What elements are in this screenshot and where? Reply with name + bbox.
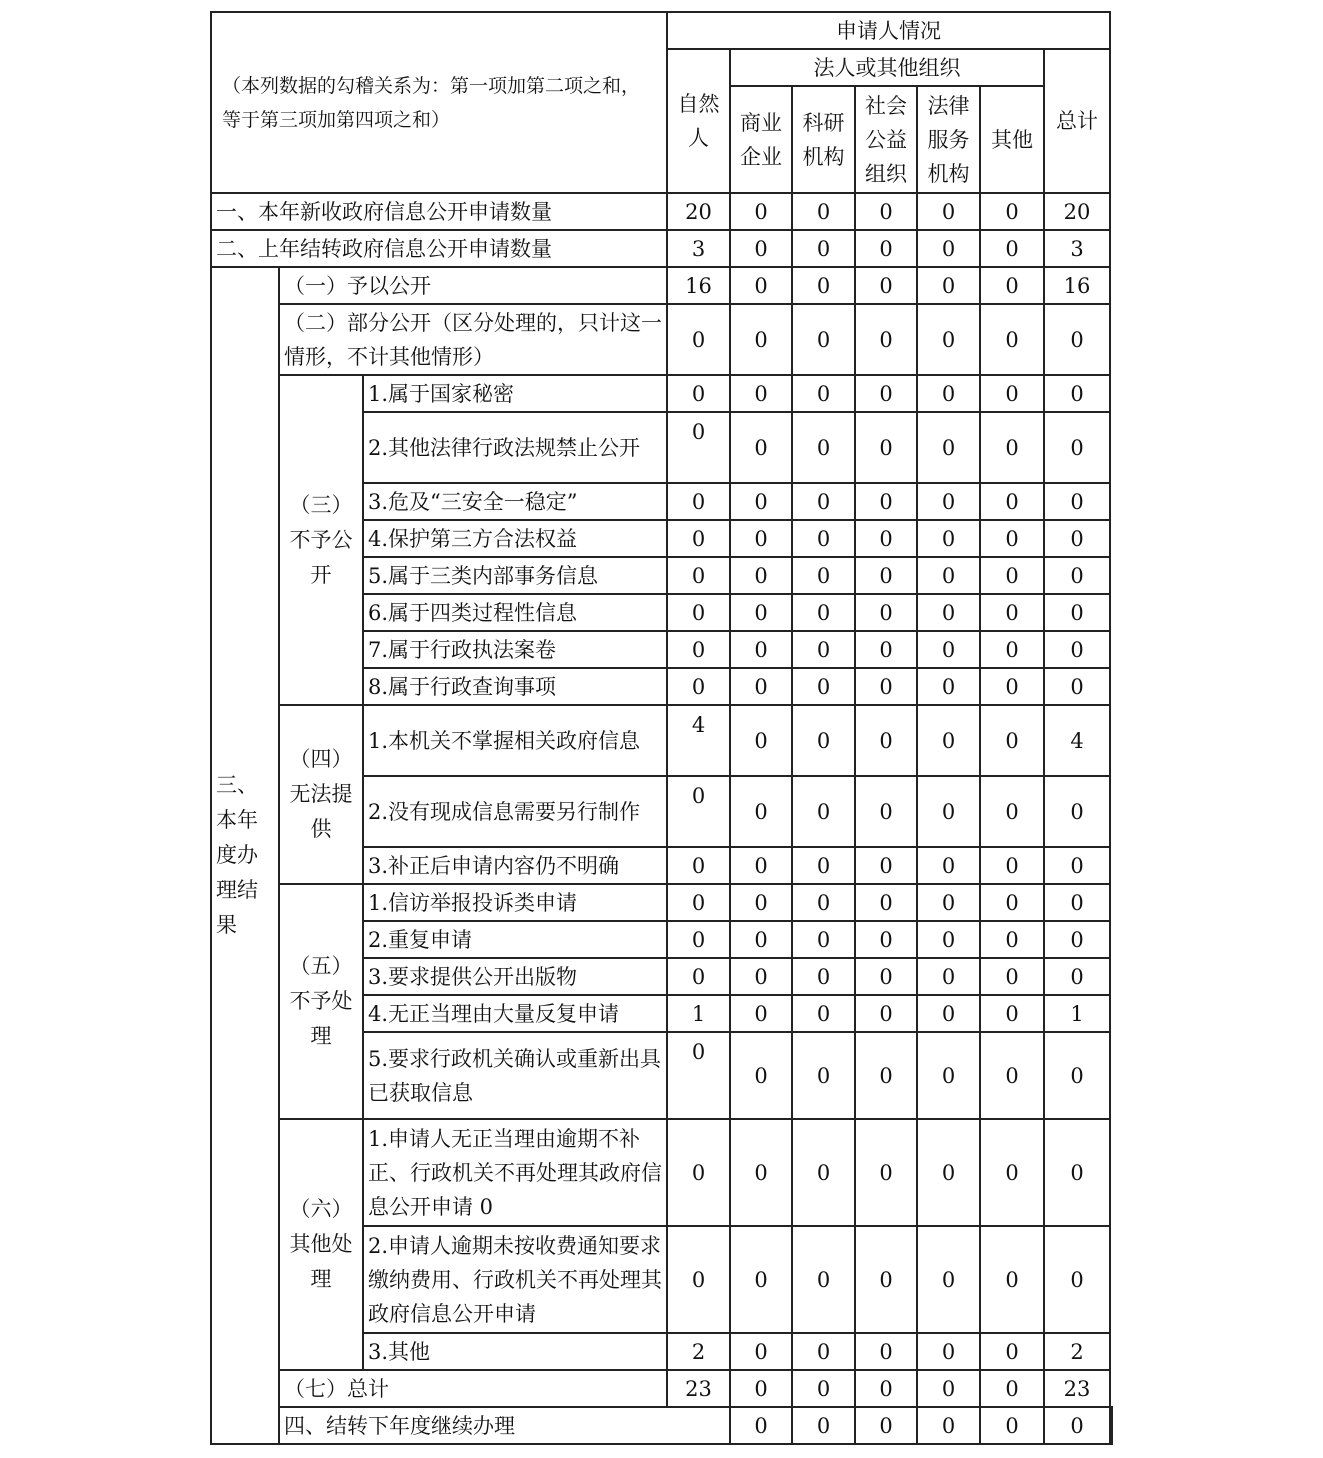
- header-natural-person: 自然人: [667, 49, 730, 193]
- subsection-5-label: （五）不予处理: [279, 884, 363, 1119]
- cell-natural: 2: [667, 1333, 730, 1370]
- cell-business: 0: [730, 375, 792, 412]
- cell-research: 0: [792, 921, 855, 958]
- cell-social: 0: [855, 375, 917, 412]
- cell-research: 0: [792, 520, 855, 557]
- cell-business: 0: [730, 847, 792, 884]
- cell-legal: 0: [917, 557, 980, 594]
- table-row: [211, 1370, 1112, 1407]
- cell-research: 0: [792, 304, 855, 375]
- cell-natural: 0: [667, 884, 730, 921]
- cell-social: 0: [855, 921, 917, 958]
- cell-business: 0: [730, 1333, 792, 1370]
- cell-other: 0: [980, 884, 1044, 921]
- cell-total: 0: [1044, 847, 1110, 884]
- cell-other: 0: [980, 668, 1044, 705]
- cell-total: 0: [1044, 520, 1110, 557]
- cell-research: 0: [792, 267, 855, 304]
- section-3-label: 三、本年度办理结果: [211, 267, 279, 1444]
- table-row: [211, 1119, 1112, 1226]
- table-row: [211, 705, 1112, 776]
- cell-natural: 0: [667, 412, 730, 483]
- cell-natural: 23: [667, 1370, 730, 1407]
- cell-legal: 0: [917, 668, 980, 705]
- cell-total: 0: [1044, 375, 1110, 412]
- cell-total: 0: [1044, 668, 1110, 705]
- row-label: 一、本年新收政府信息公开申请数量: [211, 193, 667, 230]
- cell-legal: 0: [917, 921, 980, 958]
- cell-business: 0: [730, 557, 792, 594]
- table-row: [211, 375, 1112, 412]
- cell-natural: 0: [667, 483, 730, 520]
- cell-business: 0: [730, 705, 792, 776]
- cell-social: 0: [855, 1333, 917, 1370]
- cell-social: 0: [855, 776, 917, 847]
- cell-social: 0: [855, 304, 917, 375]
- cell-legal: 0: [917, 304, 980, 375]
- cell-research: 0: [792, 995, 855, 1032]
- cell-other: 0: [980, 267, 1044, 304]
- cell-research: 0: [792, 557, 855, 594]
- cell-social: 0: [855, 847, 917, 884]
- cell-social: 0: [855, 594, 917, 631]
- cell-legal: 0: [917, 1370, 980, 1407]
- row-label: 3.要求提供公开出版物: [363, 958, 667, 995]
- cell-natural: 3: [667, 230, 730, 267]
- cell-research: 0: [792, 631, 855, 668]
- row-label: 2.其他法律行政法规禁止公开: [363, 412, 667, 483]
- cell-legal: 0: [917, 1032, 980, 1119]
- cell-business: 0: [730, 1226, 792, 1333]
- cell-legal: 0: [917, 267, 980, 304]
- cell-other: 0: [980, 995, 1044, 1032]
- cell-business: 0: [730, 668, 792, 705]
- cell-research: 0: [792, 193, 855, 230]
- cell-legal: 0: [917, 412, 980, 483]
- cell-total: 1: [1044, 995, 1110, 1032]
- cell-research: 0: [792, 230, 855, 267]
- cell-legal: 0: [917, 1333, 980, 1370]
- cell-social: 0: [855, 1370, 917, 1407]
- cell-total: 0: [1044, 921, 1110, 958]
- row-label: 1.属于国家秘密: [363, 375, 667, 412]
- cell-business: 0: [730, 1119, 792, 1226]
- cell-total: 0: [1044, 483, 1110, 520]
- row-label: 4.无正当理由大量反复申请: [363, 995, 667, 1032]
- cell-other: 0: [980, 1370, 1044, 1407]
- cell-legal: 0: [917, 1226, 980, 1333]
- cell-research: 0: [792, 884, 855, 921]
- header-note: （本列数据的勾稽关系为：第一项加第二项之和，等于第三项加第四项之和）: [211, 12, 667, 193]
- cell-total: 0: [1044, 412, 1110, 483]
- header-business: 商业企业: [730, 86, 792, 193]
- gov-info-disclosure-table: [210, 11, 1113, 1445]
- cell-legal: 0: [917, 375, 980, 412]
- cell-natural: 0: [667, 921, 730, 958]
- cell-social: 0: [917, 1407, 980, 1444]
- cell-business: 0: [730, 1370, 792, 1407]
- cell-business: 0: [730, 520, 792, 557]
- cell-business: 0: [730, 631, 792, 668]
- cell-research: 0: [792, 1119, 855, 1226]
- cell-business: 0: [792, 1407, 855, 1444]
- subsection-4-label: （四）无法提供: [279, 705, 363, 884]
- cell-social: 0: [855, 483, 917, 520]
- row-label: 4.保护第三方合法权益: [363, 520, 667, 557]
- cell-total: [1110, 1407, 1112, 1444]
- cell-legal: 0: [917, 847, 980, 884]
- table-row: [211, 304, 1112, 375]
- cell-legal: 0: [917, 958, 980, 995]
- cell-research: 0: [792, 594, 855, 631]
- cell-business: 0: [730, 995, 792, 1032]
- row-label: 8.属于行政查询事项: [363, 668, 667, 705]
- header-legal-group: 法人或其他组织: [730, 49, 1044, 86]
- cell-legal: 0: [917, 1119, 980, 1226]
- subsection-3-label: （三）不予公开: [279, 375, 363, 705]
- cell-legal: 0: [917, 193, 980, 230]
- cell-natural: 0: [667, 375, 730, 412]
- cell-legal: 0: [917, 995, 980, 1032]
- cell-total: 0: [1044, 1226, 1110, 1333]
- row-label: 四、结转下年度继续办理: [279, 1407, 730, 1444]
- cell-other: 0: [980, 594, 1044, 631]
- cell-natural: 1: [667, 995, 730, 1032]
- cell-legal: 0: [980, 1407, 1044, 1444]
- cell-other: 0: [980, 520, 1044, 557]
- cell-legal: 0: [917, 631, 980, 668]
- cell-legal: 0: [917, 705, 980, 776]
- cell-total: 23: [1044, 1370, 1110, 1407]
- cell-business: 0: [730, 267, 792, 304]
- header-other: 其他: [980, 86, 1044, 193]
- cell-research: 0: [792, 375, 855, 412]
- cell-natural: 0: [667, 557, 730, 594]
- row-label: 二、上年结转政府信息公开申请数量: [211, 230, 667, 267]
- cell-total: 16: [1044, 267, 1110, 304]
- cell-social: 0: [855, 230, 917, 267]
- cell-other: 0: [980, 557, 1044, 594]
- cell-natural: 4: [667, 705, 730, 776]
- cell-natural: 0: [667, 847, 730, 884]
- cell-natural: 0: [667, 1119, 730, 1226]
- cell-social: 0: [855, 884, 917, 921]
- header-social: 社会公益组织: [855, 86, 917, 193]
- cell-other: 0: [1044, 1407, 1110, 1444]
- cell-total: 3: [1044, 230, 1110, 267]
- row-label: 5.要求行政机关确认或重新出具已获取信息: [363, 1032, 667, 1119]
- row-label: 2.没有现成信息需要另行制作: [363, 776, 667, 847]
- cell-social: 0: [855, 1226, 917, 1333]
- cell-business: 0: [730, 304, 792, 375]
- cell-business: 0: [730, 483, 792, 520]
- cell-research: 0: [792, 958, 855, 995]
- cell-natural: 0: [667, 594, 730, 631]
- cell-other: 0: [980, 776, 1044, 847]
- cell-natural: 0: [667, 631, 730, 668]
- cell-social: 0: [855, 705, 917, 776]
- cell-legal: 0: [917, 594, 980, 631]
- table-row: [211, 267, 1112, 304]
- cell-social: 0: [855, 412, 917, 483]
- cell-natural: 0: [667, 1032, 730, 1119]
- row-label: （一）予以公开: [279, 267, 667, 304]
- cell-social: 0: [855, 193, 917, 230]
- table-row: [211, 230, 1112, 267]
- row-label: 6.属于四类过程性信息: [363, 594, 667, 631]
- cell-other: 0: [980, 705, 1044, 776]
- cell-legal: 0: [917, 230, 980, 267]
- cell-total: 2: [1044, 1333, 1110, 1370]
- cell-research: 0: [855, 1407, 917, 1444]
- cell-business: 0: [730, 412, 792, 483]
- row-label: 3.补正后申请内容仍不明确: [363, 847, 667, 884]
- cell-natural: 0: [667, 958, 730, 995]
- cell-social: 0: [855, 668, 917, 705]
- cell-other: 0: [980, 412, 1044, 483]
- cell-social: 0: [855, 1119, 917, 1226]
- cell-total: 0: [1044, 1032, 1110, 1119]
- cell-research: 0: [792, 1370, 855, 1407]
- row-label: 7.属于行政执法案卷: [363, 631, 667, 668]
- cell-other: 0: [980, 1226, 1044, 1333]
- cell-natural: 0: [667, 520, 730, 557]
- cell-total: 4: [1044, 705, 1110, 776]
- cell-research: 0: [792, 483, 855, 520]
- cell-business: 0: [730, 776, 792, 847]
- row-label: 2.重复申请: [363, 921, 667, 958]
- cell-other: 0: [980, 193, 1044, 230]
- cell-legal: 0: [917, 520, 980, 557]
- cell-natural: 20: [667, 193, 730, 230]
- cell-research: 0: [792, 847, 855, 884]
- header-total: 总计: [1044, 49, 1110, 193]
- row-label: 5.属于三类内部事务信息: [363, 557, 667, 594]
- row-label: （七）总计: [279, 1370, 667, 1407]
- row-label: 1.申请人无正当理由逾期不补正、行政机关不再处理其政府信息公开申请 0: [363, 1119, 667, 1226]
- cell-total: 0: [1044, 776, 1110, 847]
- cell-social: 0: [855, 958, 917, 995]
- cell-natural: 0: [730, 1407, 792, 1444]
- cell-total: 0: [1044, 304, 1110, 375]
- cell-social: 0: [855, 267, 917, 304]
- cell-business: 0: [730, 594, 792, 631]
- cell-natural: 16: [667, 267, 730, 304]
- cell-other: 0: [980, 631, 1044, 668]
- cell-total: 0: [1044, 1119, 1110, 1226]
- cell-total: 0: [1044, 884, 1110, 921]
- subsection-6-label: （六）其他处理: [279, 1119, 363, 1370]
- cell-other: 0: [980, 483, 1044, 520]
- cell-other: 0: [980, 958, 1044, 995]
- cell-research: 0: [792, 1226, 855, 1333]
- cell-social: 0: [855, 995, 917, 1032]
- cell-business: 0: [730, 193, 792, 230]
- cell-natural: 0: [667, 668, 730, 705]
- cell-research: 0: [792, 705, 855, 776]
- cell-social: 0: [855, 557, 917, 594]
- cell-social: 0: [855, 1032, 917, 1119]
- row-label: 1.信访举报投诉类申请: [363, 884, 667, 921]
- table-row: [211, 884, 1112, 921]
- cell-business: 0: [730, 958, 792, 995]
- cell-total: 20: [1044, 193, 1110, 230]
- cell-other: 0: [980, 1333, 1044, 1370]
- cell-other: 0: [980, 1119, 1044, 1226]
- cell-business: 0: [730, 884, 792, 921]
- cell-total: 0: [1044, 594, 1110, 631]
- cell-natural: 0: [667, 304, 730, 375]
- cell-total: 0: [1044, 958, 1110, 995]
- row-label: （二）部分公开（区分处理的，只计这一情形，不计其他情形）: [279, 304, 667, 375]
- cell-other: 0: [980, 921, 1044, 958]
- cell-research: 0: [792, 668, 855, 705]
- cell-total: 0: [1044, 557, 1110, 594]
- row-label: 2.申请人逾期未按收费通知要求缴纳费用、行政机关不再处理其政府信息公开申请: [363, 1226, 667, 1333]
- cell-business: 0: [730, 921, 792, 958]
- row-label: 3.危及“三安全一稳定”: [363, 483, 667, 520]
- cell-social: 0: [855, 631, 917, 668]
- row-label: 3.其他: [363, 1333, 667, 1370]
- cell-business: 0: [730, 1032, 792, 1119]
- cell-other: 0: [980, 230, 1044, 267]
- table-row: [211, 1407, 1112, 1444]
- table-row: [211, 193, 1112, 230]
- cell-natural: 0: [667, 1226, 730, 1333]
- cell-social: 0: [855, 520, 917, 557]
- cell-legal: 0: [917, 776, 980, 847]
- cell-legal: 0: [917, 884, 980, 921]
- cell-research: 0: [792, 1333, 855, 1370]
- cell-total: 0: [1044, 631, 1110, 668]
- cell-natural: 0: [667, 776, 730, 847]
- cell-research: 0: [792, 776, 855, 847]
- cell-other: 0: [980, 1032, 1044, 1119]
- header-legal-service: 法律服务机构: [917, 86, 980, 193]
- cell-other: 0: [980, 375, 1044, 412]
- cell-other: 0: [980, 304, 1044, 375]
- cell-research: 0: [792, 412, 855, 483]
- header-research: 科研机构: [792, 86, 855, 193]
- cell-other: 0: [980, 847, 1044, 884]
- row-label: 1.本机关不掌握相关政府信息: [363, 705, 667, 776]
- cell-research: 0: [792, 1032, 855, 1119]
- cell-legal: 0: [917, 483, 980, 520]
- cell-business: 0: [730, 230, 792, 267]
- header-applicant: 申请人情况: [667, 12, 1110, 49]
